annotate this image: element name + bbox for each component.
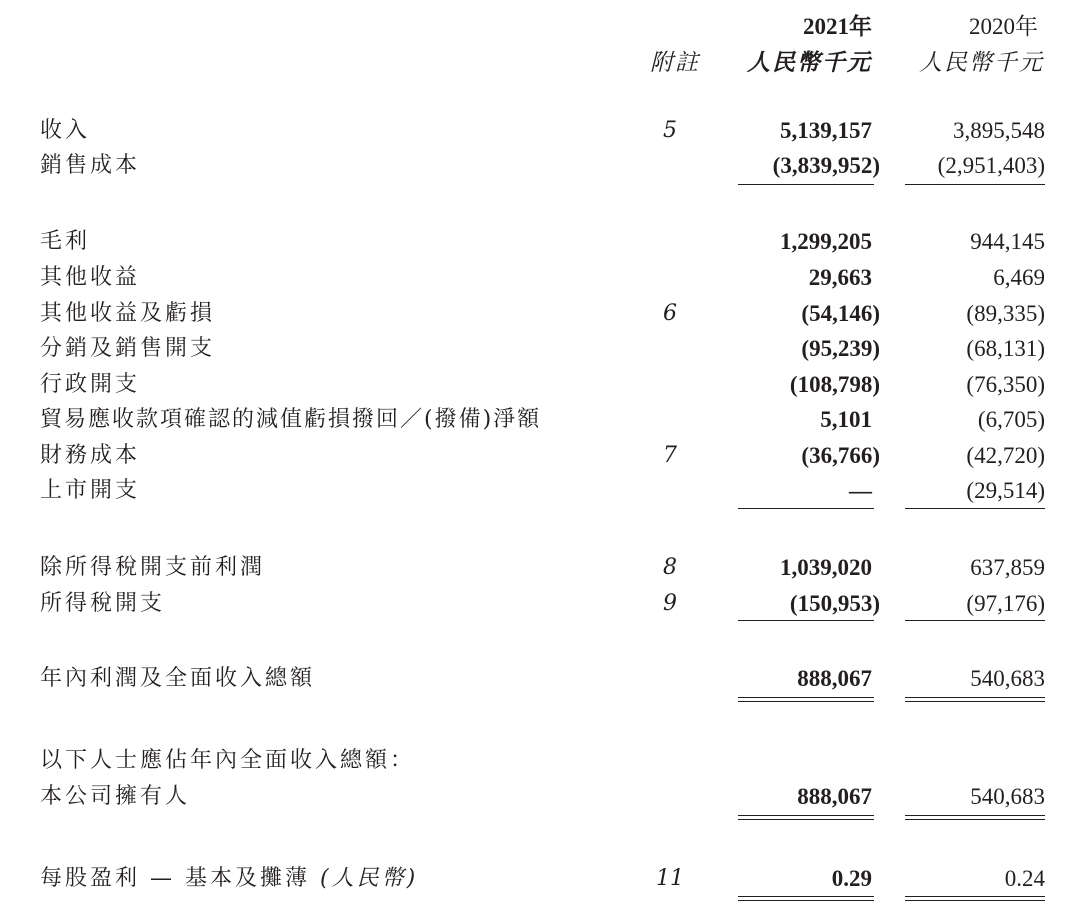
row-value-2021: 29,663 bbox=[808, 265, 872, 290]
row-label: 其他收益及虧損 bbox=[40, 301, 216, 326]
total-double-rule-2020-top bbox=[905, 697, 1045, 698]
total-double-rule-2020-top bbox=[905, 896, 1045, 897]
row-value-2021: 888,067 bbox=[797, 666, 872, 691]
row-label: 上市開支 bbox=[40, 478, 141, 503]
total-double-rule-2021-bottom bbox=[738, 819, 874, 820]
total-double-rule-2020-top bbox=[905, 815, 1045, 816]
row-value-2021: (95,239) bbox=[801, 336, 880, 361]
total-double-rule-2021-top bbox=[738, 697, 874, 698]
row-label: 銷售成本 bbox=[40, 153, 141, 178]
total-double-rule-2021-bottom bbox=[738, 900, 874, 901]
row-value-2021: (36,766) bbox=[801, 443, 880, 468]
header-unit-2021: 人民幣千元 bbox=[747, 49, 872, 76]
subtotal-rule-2020 bbox=[905, 184, 1045, 185]
total-double-rule-2020-bottom bbox=[905, 900, 1045, 901]
row-note: 7 bbox=[663, 443, 677, 468]
header-unit-2020: 人民幣千元 bbox=[919, 50, 1044, 76]
row-value-2020: (89,335) bbox=[966, 301, 1045, 326]
row-value-2020: (29,514) bbox=[966, 478, 1045, 503]
row-value-2020: (6,705) bbox=[977, 407, 1045, 432]
row-label: 分銷及銷售開支 bbox=[40, 336, 216, 361]
row-label: 財務成本 bbox=[40, 443, 141, 468]
row-note: 11 bbox=[656, 866, 684, 891]
header-note-label: 附註 bbox=[650, 50, 700, 76]
row-note: 5 bbox=[663, 118, 677, 143]
subtotal-rule-2021 bbox=[738, 508, 874, 509]
row-label: 其他收益 bbox=[40, 265, 141, 290]
subtotal-rule-2021 bbox=[738, 184, 874, 185]
header-year-2020: 2020年 bbox=[969, 14, 1038, 39]
row-value-2020: 3,895,548 bbox=[953, 118, 1045, 143]
row-value-2021: 1,299,205 bbox=[780, 229, 872, 254]
row-label: 所得稅開支 bbox=[40, 591, 166, 616]
total-double-rule-2021-top bbox=[738, 815, 874, 816]
row-value-2021: 888,067 bbox=[797, 784, 872, 809]
row-note: 6 bbox=[663, 301, 677, 326]
total-double-rule-2021-bottom bbox=[738, 701, 874, 702]
row-label: 收入 bbox=[40, 118, 91, 143]
row-label-main: 每股盈利 — 基本及攤薄 bbox=[40, 866, 310, 891]
header-year-2021: 2021年 bbox=[803, 14, 872, 39]
row-label: 除所得稅開支前利潤 bbox=[40, 555, 266, 580]
row-value-2021: 0.29 bbox=[831, 866, 872, 891]
row-value-2021: 1,039,020 bbox=[780, 555, 872, 580]
subtotal-rule-2021 bbox=[738, 620, 874, 621]
row-value-2020: (97,176) bbox=[966, 591, 1045, 616]
row-value-2020: 540,683 bbox=[970, 666, 1045, 691]
row-value-2021: (108,798) bbox=[789, 372, 880, 397]
row-value-2020: 0.24 bbox=[1004, 866, 1045, 891]
row-label: 以下人士應佔年內全面收入總額： bbox=[40, 748, 416, 773]
total-double-rule-2021-top bbox=[738, 896, 874, 897]
row-value-2021: (3,839,952) bbox=[772, 153, 880, 178]
row-value-2020: (68,131) bbox=[966, 336, 1045, 361]
row-value-2021: — bbox=[849, 478, 872, 503]
row-value-2021: (54,146) bbox=[801, 301, 880, 326]
row-note: 8 bbox=[663, 555, 677, 580]
row-value-2021: 5,101 bbox=[820, 407, 872, 432]
row-label: 毛利 bbox=[40, 229, 91, 254]
total-double-rule-2020-bottom bbox=[905, 819, 1045, 820]
row-label: 本公司擁有人 bbox=[40, 784, 191, 809]
row-value-2021: (150,953) bbox=[789, 591, 880, 616]
subtotal-rule-2020 bbox=[905, 508, 1045, 509]
total-double-rule-2020-bottom bbox=[905, 701, 1045, 702]
row-value-2020: 540,683 bbox=[970, 784, 1045, 809]
row-label: 行政開支 bbox=[40, 372, 141, 397]
row-value-2020: (42,720) bbox=[966, 443, 1045, 468]
subtotal-rule-2020 bbox=[905, 620, 1045, 621]
row-label-suffix: (人民幣) bbox=[320, 866, 419, 891]
row-label bbox=[40, 866, 418, 892]
row-value-2020: 6,469 bbox=[993, 265, 1045, 290]
row-value-2021: 5,139,157 bbox=[780, 118, 872, 143]
row-label: 貿易應收款項確認的減值虧損撥回／(撥備)淨額 bbox=[40, 407, 542, 432]
row-value-2020: (2,951,403) bbox=[937, 153, 1045, 178]
row-note: 9 bbox=[663, 591, 677, 616]
row-value-2020: 944,145 bbox=[970, 229, 1045, 254]
row-value-2020: (76,350) bbox=[966, 372, 1045, 397]
row-label: 年內利潤及全面收入總額 bbox=[40, 666, 316, 691]
row-value-2020: 637,859 bbox=[970, 555, 1045, 580]
